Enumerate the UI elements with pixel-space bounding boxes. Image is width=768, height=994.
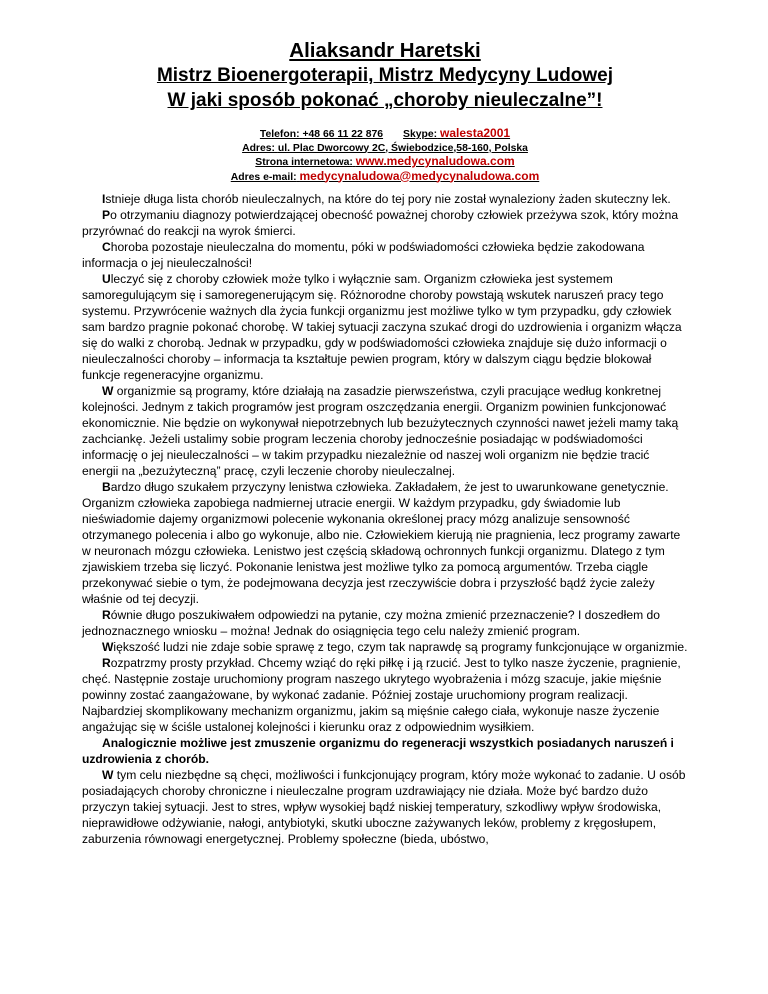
article-body: [82, 191, 688, 847]
paragraph: Większość ludzi nie zdaje sobie sprawę z tego, czym tak naprawdę są programy funkcjonujące w organizmie.: [102, 640, 688, 654]
email-label: Adres e-mail:: [230, 171, 297, 183]
website-label: Strona internetowa:: [255, 157, 353, 168]
skype-id[interactable]: walesta2001: [440, 126, 511, 140]
paragraph: Po otrzymaniu diagnozy potwierdzającej obecność poważnej choroby człowiek przeżywa szok, który można przyrównać do reakcji na wyrok śmierci.: [82, 208, 679, 238]
paragraph: W tym celu niezbędne są chęci, możliwości i funkcjonujący program, który może wykonać to zadanie. U osób posiadających choroby chroniczne i nieuleczalne program uzdrawiający nie działa. Może być bardzo dużo przyczyn takiej sytuacji. Jest to stres, wpływ wysokiej bądź niskiej temperatury, szkodliwy wpływ środowiska, nieprawidłowe odżywianie, nałogi, antybiotyki, skutki uboczne zażywanych leków, problemy z kręgosłupem, zaburzenia równowagi energetycznej. Problemy społeczne (bieda, ubóstwo,: [82, 768, 686, 846]
address-value: ul. Plac Dworcowy 2C, Świebodzice,58-160, Polska: [277, 142, 528, 154]
author-name: Aliaksandr Haretski: [289, 39, 481, 62]
website-link[interactable]: www.medycynaludowa.com: [355, 154, 515, 168]
author-subtitle: Mistrz Bioenergoterapii, Mistrz Medycyny Ludowej: [156, 65, 614, 86]
paragraph: Bardzo długo szukałem przyczyny lenistwa człowieka. Zakładałem, że jest to uwarunkowane genetycznie. Organizm człowieka zapobiega nadmiernej utracie energii. W każdym przypadku, gdy świadomie lub nieświadomie dajemy organizmowi polecenie wykonania określonej pracy mózg analizuje sensowność otrzymanego polecenia i albo go wykonuje, albo nie. Człowiekiem kierują nie pragnienia, lecz programy zawarte w neuronach mózgu człowieka. Lenistwo jest częścią składową ochronnych funkcji organizmu. Dlatego z tym zjawiskiem trzeba się liczyć. Pokonanie lenistwa jest możliwe tylko za pomocą argumentów. Trzeba ciągle przekonywać siebie o tym, że podejmowana decyzja jest rzeczywiście dobra i przyszłość bądź życie zależy właśnie od tej decyzji.: [82, 480, 681, 606]
paragraph: Uleczyć się z choroby człowiek może tylko i wyłącznie sam. Organizm człowieka jest systemem samoregulującym się i samoregenerującym się. Różnorodne choroby powstają wskutek naruszeń pracy tego systemu. Przywrócenie ważnych dla życia funkcji organizmu jest możliwe tylko w tym przypadku, gdy człowiek sam bardzo pragnie pokonać chorobę. W takiej sytuacji zaczyna szukać drogi do uzdrowienia i organizm włącza się do walki z chorobą. Jednak w przypadku, gdy w podświadomości człowieka znajduje się dużo informacji o nieuleczalności choroby – informacja ta kształtuje pewien program, który w dalszym ciągu będzie blokował funkcje regeneracyjne organizmu.: [82, 272, 682, 382]
paragraph: Istnieje długa lista chorób nieuleczalnych, na które do tej pory nie został wynaleziony żaden skuteczny lek.: [102, 192, 671, 206]
paragraph: W organizmie są programy, które działają na zasadzie pierwszeństwa, czyli pracujące według konkretnej kolejności. Jednym z takich programów jest program oszczędzania energii. Organizm powinien funkcjonować ekonomicznie. Nie będzie on wykonywał niepotrzebnych lub bezużytecznych czynności nawet jeżeli mamy taką zachciankę. Jeżeli ustalimy sobie program leczenia choroby jednocześnie posiadając w podświadomości informację o jej nieuleczalności – w takim przypadku niezależnie od naszej woli organizm nie będzie tracić energii na „bezużyteczną” pracę, czyli leczenie choroby nieuleczalnej.: [82, 384, 679, 478]
skype-label: Skype:: [403, 129, 438, 140]
article-headline: W jaki sposób pokonać „choroby nieuleczalne”!: [167, 90, 603, 111]
phone-label: Telefon:: [259, 129, 300, 140]
contact-address: [82, 142, 688, 156]
paragraph-emphasis: Analogicznie możliwe jest zmuszenie organizmu do regeneracji wszystkich posiadanych naruszeń i uzdrowienia z chorób.: [82, 736, 674, 766]
contact-block: [82, 127, 688, 184]
address-label: Adres:: [242, 142, 275, 154]
paragraph: Choroba pozostaje nieuleczalna do momentu, póki w podświadomości człowieka będzie zakodowana informacja o jej nieuleczalności!: [82, 240, 645, 270]
contact-email: [82, 170, 688, 185]
document-page: [82, 38, 688, 847]
email-link[interactable]: medycynaludowa@medycynaludowa.com: [299, 168, 540, 183]
contact-phone-skype: [82, 127, 688, 142]
paragraph: Rozpatrzmy prosty przykład. Chcemy wziąć do ręki piłkę i ją rzucić. Jest to tylko nasze życzenie, pragnienie, chęć. Następnie zostaje uruchomiony program naszego ukrytego wyobrażenia i mózg szacuje, jakie mięśnie powinny zostać zaangażowane, by wykonać zadanie. Później zostaje uruchomiony program realizacji. Najbardziej skomplikowany mechanizm organizmu, jakim są mięśnie całego ciała, wykonuje nasze życzenie angażując się w ściśle ustalonej kolejności i kierunku oraz z odpowiednim wysiłkiem.: [82, 656, 681, 734]
paragraph: Równie długo poszukiwałem odpowiedzi na pytanie, czy można zmienić przeznaczenie? I doszedłem do jednoznacznego wniosku – można! Jednak do osiągnięcia tego celu należy zmienić program.: [82, 608, 660, 638]
phone-number[interactable]: +48 66 11 22 876: [302, 129, 384, 140]
contact-website: [82, 155, 688, 170]
